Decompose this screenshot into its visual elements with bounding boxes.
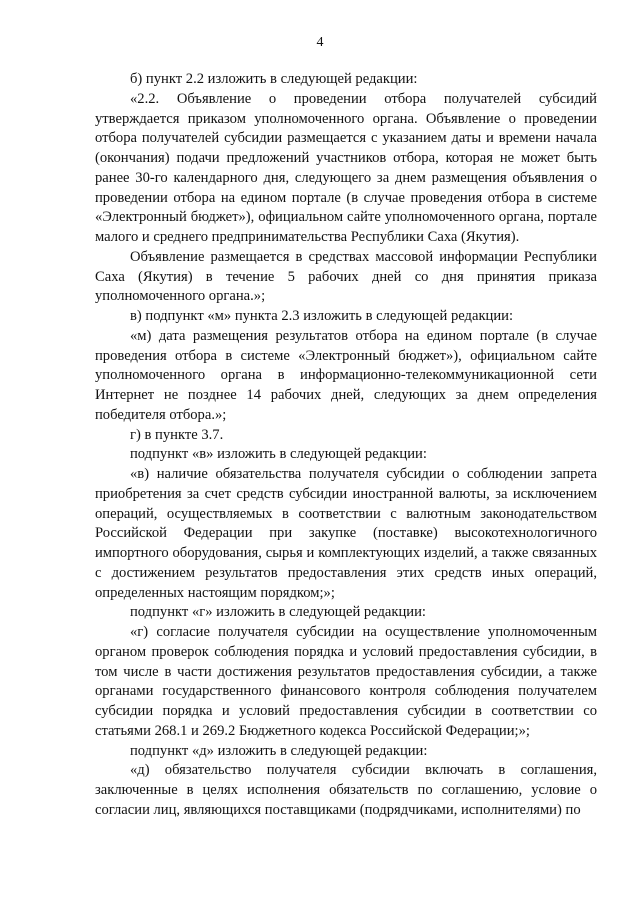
paragraph-subclause-m: «м) дата размещения результатов отбора на едином портале (в случае проведения отбора в системе «Электронный бюджет»), официальном сайте уполномоченного органа в информационно-телекоммуникационной сети Интернет не позднее 14 рабочих дней, следующих за днем определения победителя отбора.»; — [95, 327, 597, 423]
paragraph-item-g-header: г) в пункте 3.7. — [130, 426, 224, 443]
document-body — [95, 70, 597, 821]
paragraph-subclause-d-header: подпункт «д» изложить в следующей редакции: — [130, 742, 428, 759]
paragraph-subclause-g: «г) согласие получателя субсидии на осуществление уполномоченным органом проверок соблюдения порядка и условий предоставления субсидии, в том числе в части достижения результатов предоставления субсидии, а также органами государственного финансового контроля соблюдения получателем субсидии порядка и условий предоставления субсидии в соответствии со статьями 268.1 и 269.2 Бюджетного кодекса Российской Федерации;»; — [95, 624, 597, 739]
paragraph-item-v-header: в) подпункт «м» пункта 2.3 изложить в следующей редакции: — [130, 308, 514, 324]
page-number: 4 — [316, 35, 324, 50]
paragraph-media-announcement: Объявление размещается в средствах массовой информации Республики Саха (Якутия) в течение 5 рабочих дней со дня принятия приказа уполномоченного органа.»; — [95, 248, 597, 305]
paragraph-clause-2-2: «2.2. Объявление о проведении отбора получателей субсидий утверждается приказом уполномоченного органа. Объявление о проведении отбора получателей субсидии размещается с указанием даты и времени начала (окончания) подачи предложений участников отбора, которая не может быть ранее 30-го календарного дня, следующего за днем размещения объявления о проведении отбора на едином портале (в случае проведения отбора в системе «Электронный бюджет»), официальном сайте уполномоченного органа, портале малого и среднего предпринимательства Республики Саха (Якутия). — [95, 90, 597, 245]
paragraph-subclause-g-header: подпункт «г» изложить в следующей редакции: — [130, 604, 426, 621]
paragraph-item-b-header: б) пункт 2.2 изложить в следующей редакции: — [130, 71, 418, 87]
paragraph-subclause-v-header: подпункт «в» изложить в следующей редакции: — [130, 446, 427, 463]
paragraph-subclause-v: «в) наличие обязательства получателя субсидии о соблюдении запрета приобретения за счет средств субсидии иностранной валюты, за исключением операций, осуществляемых в соответствии с валютным законодательством Российской Федерации при закупке (поставке) высокотехнологичного импортного оборудования, сырья и комплектующих изделий, а также связанных с достижением результатов предоставления этих средств иных операций, определенных настоящим порядком;»; — [95, 466, 597, 601]
paragraph-subclause-d: «д) обязательство получателя субсидии включать в соглашения, заключенные в целях исполнения обязательств по соглашению, условие о согласии лиц, являющихся поставщиками (подрядчиками, исполнителями) по — [95, 762, 597, 818]
